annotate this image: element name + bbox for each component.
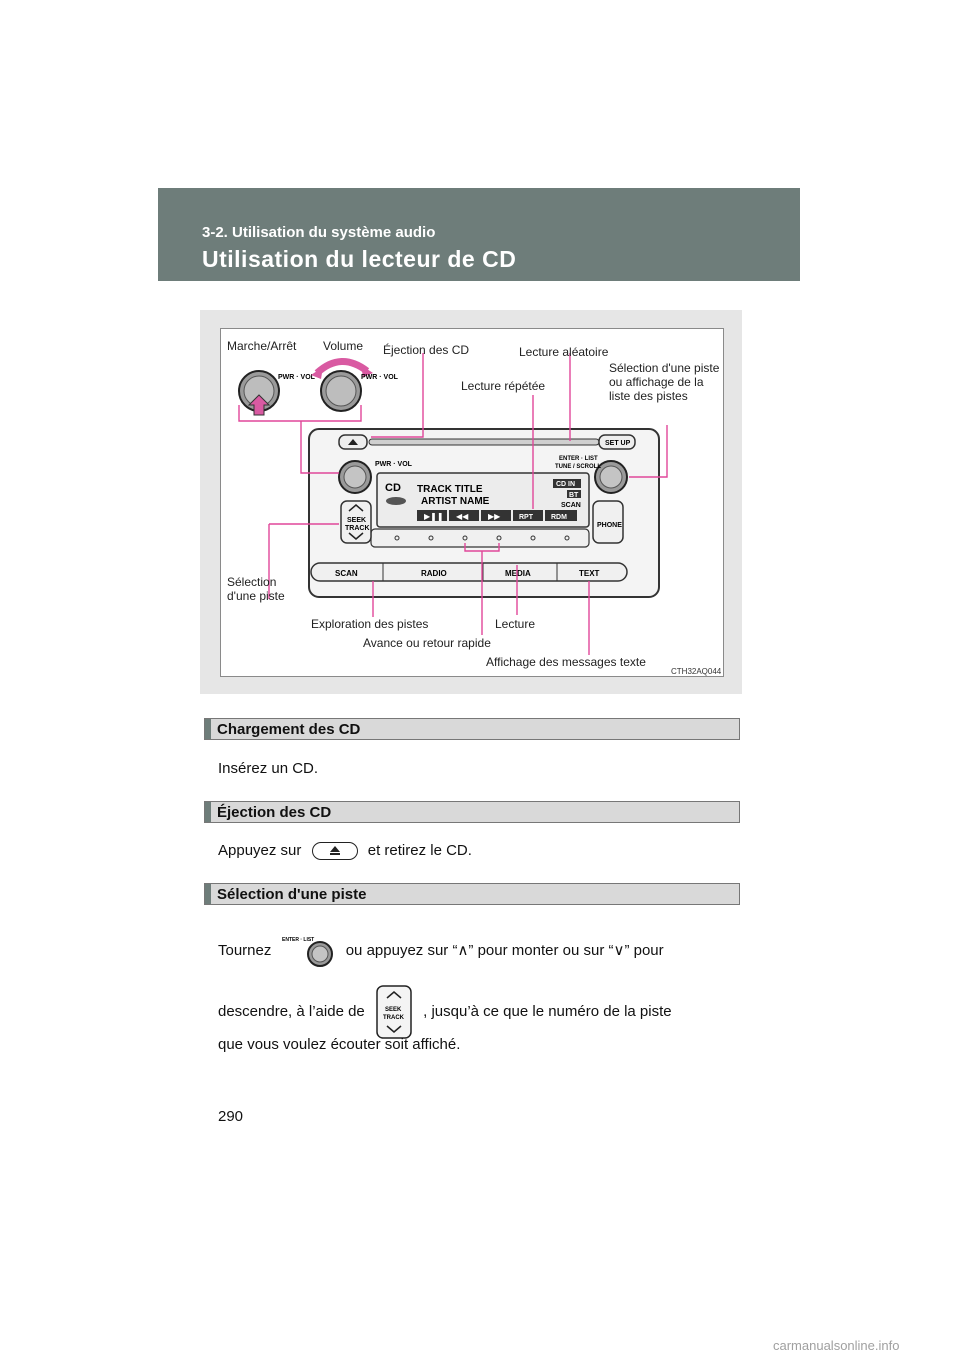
svg-text:TRACK TITLE: TRACK TITLE xyxy=(417,484,483,495)
section-heading-select: Sélection d'une piste xyxy=(204,883,740,905)
svg-text:▶❚❚: ▶❚❚ xyxy=(424,512,444,521)
callout-power: Marche/Arrêt xyxy=(227,339,297,353)
callout-volume: Volume xyxy=(323,339,364,353)
eject-icon xyxy=(312,842,358,860)
section-heading-eject: Éjection des CD xyxy=(204,801,740,823)
svg-text:◀◀: ◀◀ xyxy=(456,512,469,521)
callout-random: Lecture aléatoire xyxy=(519,345,609,359)
figure-code: CTH32AQ044 xyxy=(671,667,722,676)
svg-text:ARTIST NAME: ARTIST NAME xyxy=(421,496,490,507)
svg-text:TUNE / SCROLL: TUNE / SCROLL xyxy=(555,464,601,470)
pwr-vol-small-1: PWR · VOL xyxy=(278,374,315,381)
page-number: 290 xyxy=(218,1108,244,1125)
callout-text: Affichage des messages texte xyxy=(486,655,646,669)
callout-repeat: Lecture répétée xyxy=(461,379,546,393)
svg-text:MEDIA: MEDIA xyxy=(505,569,531,578)
svg-text:BT: BT xyxy=(569,492,579,499)
svg-text:ENTER · LIST: ENTER · LIST xyxy=(281,937,314,943)
callout-play: Lecture xyxy=(495,617,536,631)
callout-scan: Exploration des pistes xyxy=(311,617,429,631)
svg-text:RADIO: RADIO xyxy=(421,569,447,578)
callout-eject: Éjection des CD xyxy=(383,343,470,357)
select-text-line2: descendre, à l’aide de SEEK TRACK , jusqu’à ce que le numéro de la piste xyxy=(218,984,672,1040)
callout-select-track-list: Sélection d'une piste ou affichage de la liste des pistes xyxy=(609,361,720,403)
eject-text: Appuyez sur et retirez le CD. xyxy=(218,842,472,859)
audio-unit-figure xyxy=(220,328,724,677)
chapter-header xyxy=(158,188,800,281)
select-text-line3: que vous voulez écouter soit affiché. xyxy=(218,1036,461,1053)
svg-text:RDM: RDM xyxy=(551,514,567,521)
callout-ffrew: Avance ou retour rapide xyxy=(363,636,491,650)
seek-track-icon xyxy=(375,984,413,1040)
tune-knob-icon xyxy=(282,934,336,968)
svg-text:TEXT: TEXT xyxy=(579,569,600,578)
svg-text:SET UP: SET UP xyxy=(605,440,631,447)
svg-text:ENTER · LIST: ENTER · LIST xyxy=(559,456,598,462)
svg-text:CD IN: CD IN xyxy=(556,481,576,488)
svg-text:SCAN: SCAN xyxy=(561,502,581,509)
callout-select-track: Sélection d'une piste xyxy=(227,575,285,603)
svg-text:PHONE: PHONE xyxy=(597,522,622,529)
svg-text:CD: CD xyxy=(385,482,401,494)
svg-text:▶▶: ▶▶ xyxy=(488,512,501,521)
svg-text:SCAN: SCAN xyxy=(335,569,358,578)
pwr-vol-small-2: PWR · VOL xyxy=(361,374,398,381)
watermark: carmanualsonline.info xyxy=(773,1338,900,1353)
section-heading-loading: Chargement des CD xyxy=(204,718,740,740)
preset-row xyxy=(371,529,589,547)
svg-text:TRACK: TRACK xyxy=(345,525,370,532)
svg-text:TRACK: TRACK xyxy=(382,1015,404,1021)
cd-slot xyxy=(369,439,599,445)
svg-text:SEEK: SEEK xyxy=(384,1007,402,1013)
svg-text:PWR · VOL: PWR · VOL xyxy=(375,461,412,468)
section-label: 3-2. Utilisation du système audio xyxy=(202,224,436,241)
volume-knob-diagram xyxy=(311,361,373,411)
svg-text:SEEK: SEEK xyxy=(347,517,367,524)
select-text-line1: Tournez ENTER · LIST ou appuyez sur “∧” pour monter ou sur “∨” pour xyxy=(218,934,664,968)
loading-text: Insérez un CD. xyxy=(218,760,319,777)
page-title: Utilisation du lecteur de CD xyxy=(202,246,517,272)
power-knob-diagram xyxy=(239,371,279,415)
svg-text:RPT: RPT xyxy=(519,514,533,521)
